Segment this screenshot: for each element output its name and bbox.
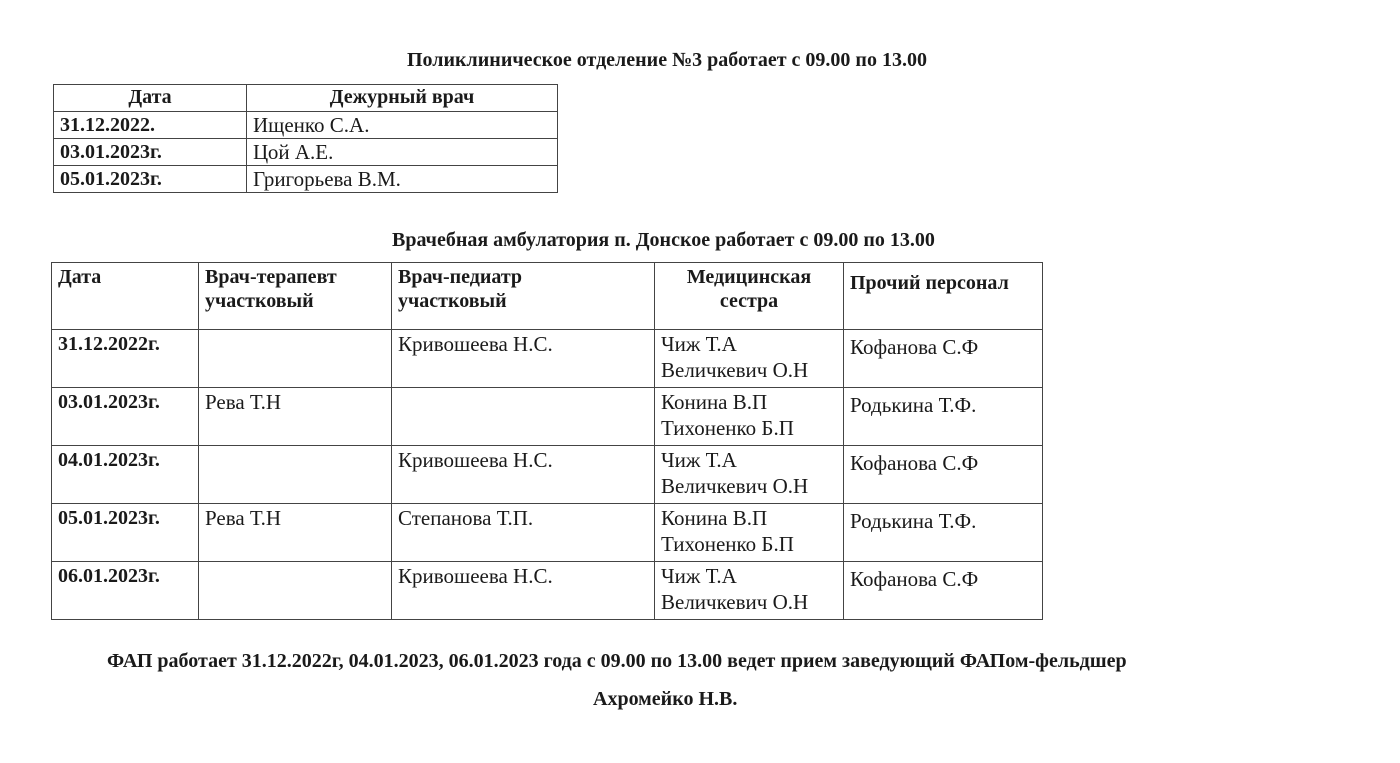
row-other-staff: Кофанова С.Ф	[844, 330, 1043, 388]
row-other-staff: Родькина Т.Ф.	[844, 504, 1043, 562]
row-date: 04.01.2023г.	[52, 446, 199, 504]
section2-title: Врачебная амбулатория п. Донское работает с 09.00 по 13.00	[392, 229, 935, 251]
row-pediatrician: Кривошеева Н.С.	[392, 446, 655, 504]
header-nurse-line2: сестра	[719, 290, 779, 312]
footer-line2: Ахромейко Н.В.	[593, 688, 738, 710]
table-row	[52, 330, 1043, 388]
header-therapist	[199, 263, 392, 330]
table-row	[52, 388, 1043, 446]
row-date: 03.01.2023г.	[52, 388, 199, 446]
nurse-name-1: Конина В.П	[661, 506, 768, 530]
nurse-name-1: Чиж Т.А	[661, 332, 737, 356]
table-row	[52, 446, 1043, 504]
row-therapist	[199, 562, 392, 620]
nurse-name-1: Чиж Т.А	[661, 448, 737, 472]
row-other-staff: Кофанова С.Ф	[844, 562, 1043, 620]
row-therapist: Рева Т.Н	[199, 388, 392, 446]
row-pediatrician	[392, 388, 655, 446]
table-row	[54, 166, 558, 193]
nurse-name-1: Конина В.П	[661, 390, 768, 414]
nurse-name-1: Чиж Т.А	[661, 564, 737, 588]
header-therapist-line2: участковый	[205, 290, 314, 312]
header-nurse	[655, 263, 844, 330]
header-date: Дата	[52, 263, 199, 330]
row-pediatrician: Кривошеева Н.С.	[392, 330, 655, 388]
nurse-name-2: Тихоненко Б.П	[661, 532, 794, 556]
row-other-staff: Кофанова С.Ф	[844, 446, 1043, 504]
row-nurse	[655, 504, 844, 562]
section1-title: Поликлиническое отделение №3 работает с 09.00 по 13.00	[407, 49, 927, 71]
nurse-name-2: Величкевич О.Н	[661, 474, 809, 498]
header-pediatrician-line1: Врач-педиатр	[398, 266, 523, 288]
header-pediatrician	[392, 263, 655, 330]
row-nurse	[655, 446, 844, 504]
footer-line1: ФАП работает 31.12.2022г, 04.01.2023, 06.01.2023 года с 09.00 по 13.00 ведет прием заведующий ФАПом-фельдшер	[107, 650, 1127, 672]
clinic-table	[51, 262, 1043, 620]
row-other-staff: Родькина Т.Ф.	[844, 388, 1043, 446]
header-date: Дата	[54, 85, 247, 112]
nurse-name-2: Тихоненко Б.П	[661, 416, 794, 440]
row-doctor: Григорьева В.М.	[247, 166, 558, 193]
row-date: 31.12.2022г.	[52, 330, 199, 388]
row-date: 05.01.2023г.	[54, 166, 247, 193]
row-nurse	[655, 562, 844, 620]
header-therapist-line1: Врач-терапевт	[205, 266, 337, 288]
row-doctor: Цой А.Е.	[247, 139, 558, 166]
row-pediatrician: Степанова Т.П.	[392, 504, 655, 562]
nurse-name-2: Величкевич О.Н	[661, 358, 809, 382]
row-nurse	[655, 330, 844, 388]
row-therapist	[199, 446, 392, 504]
header-nurse-line1: Медицинская	[686, 266, 812, 288]
row-nurse	[655, 388, 844, 446]
table-row	[54, 112, 558, 139]
table-row	[52, 504, 1043, 562]
row-doctor: Ищенко С.А.	[247, 112, 558, 139]
table-header-row	[54, 85, 558, 112]
table-header-row	[52, 263, 1043, 330]
header-pediatrician-line2: участковый	[398, 290, 507, 312]
table-row	[52, 562, 1043, 620]
table-row	[54, 139, 558, 166]
row-therapist	[199, 330, 392, 388]
row-date: 06.01.2023г.	[52, 562, 199, 620]
row-date: 05.01.2023г.	[52, 504, 199, 562]
row-date: 31.12.2022.	[54, 112, 247, 139]
row-therapist: Рева Т.Н	[199, 504, 392, 562]
header-other-staff: Прочий персонал	[844, 263, 1043, 330]
nurse-name-2: Величкевич О.Н	[661, 590, 809, 614]
header-doctor: Дежурный врач	[247, 85, 558, 112]
row-pediatrician: Кривошеева Н.С.	[392, 562, 655, 620]
duty-table	[53, 84, 558, 193]
row-date: 03.01.2023г.	[54, 139, 247, 166]
